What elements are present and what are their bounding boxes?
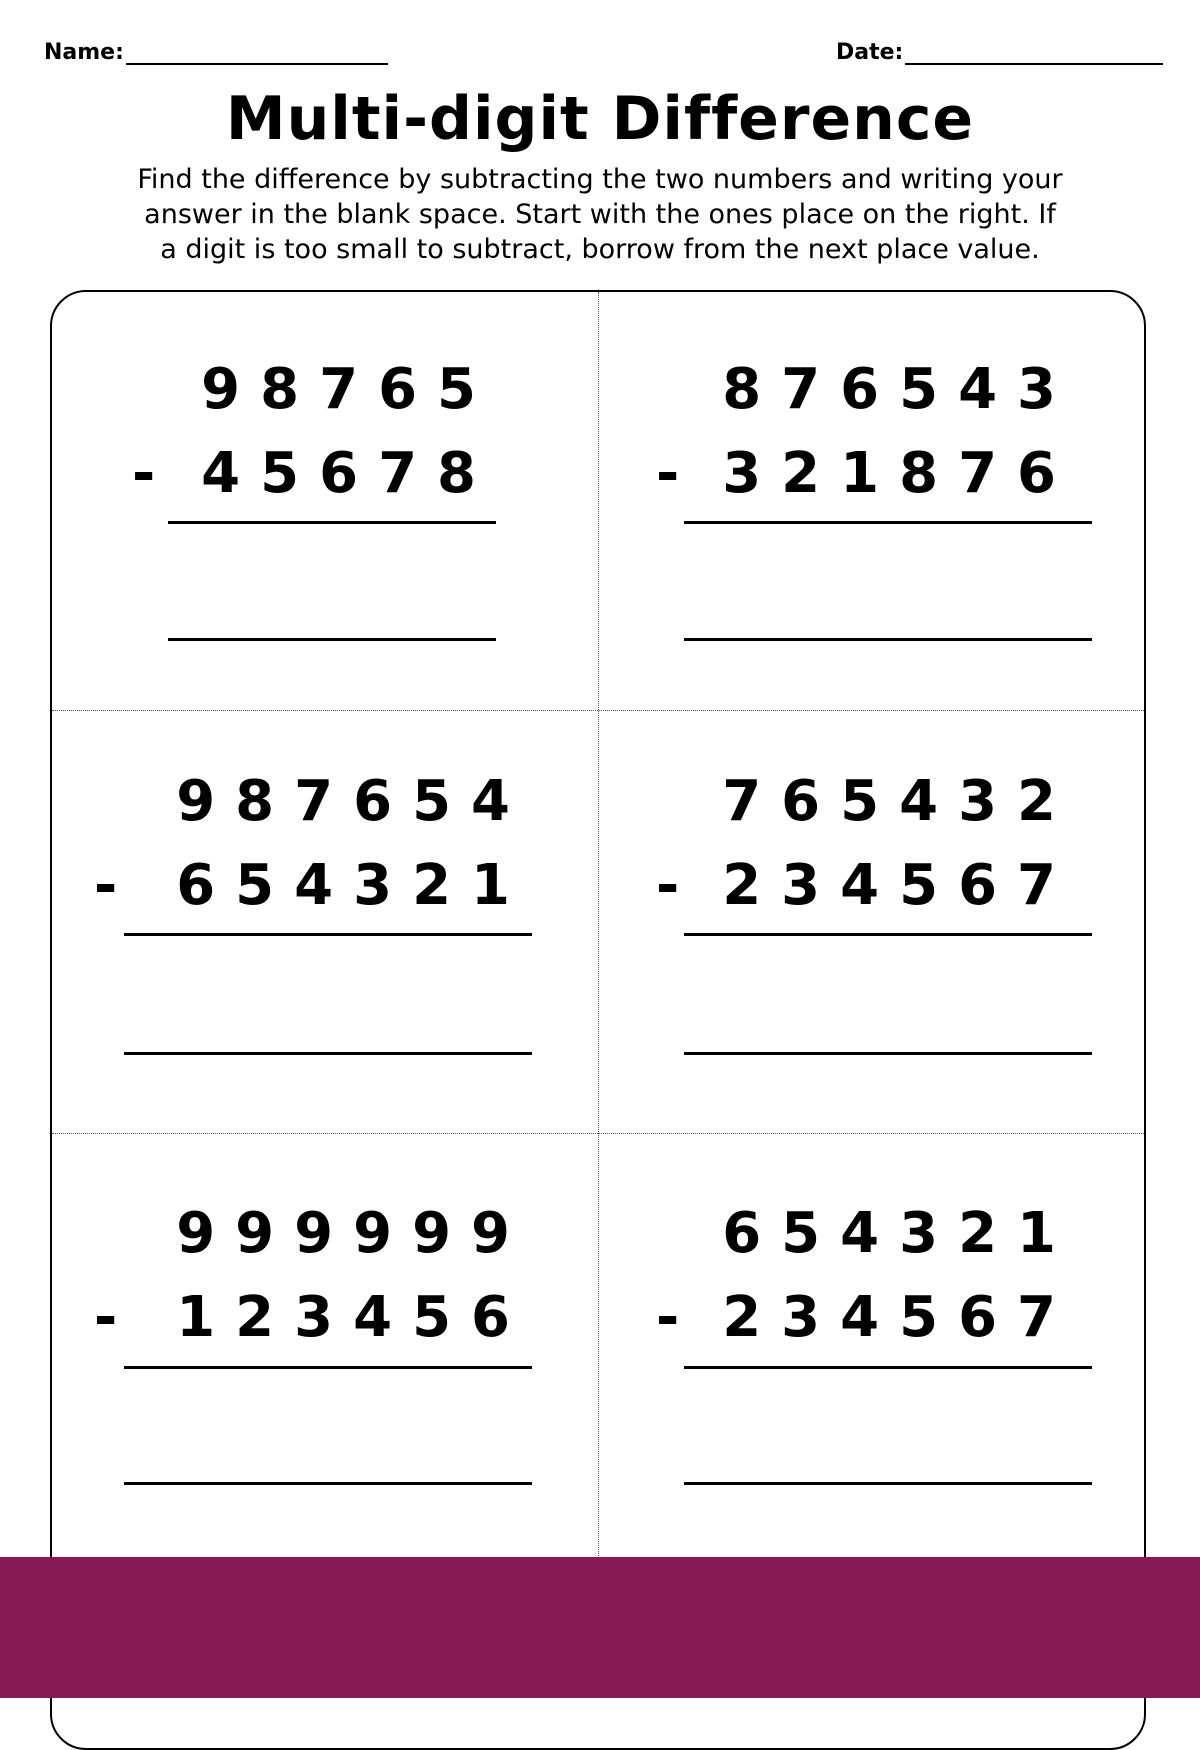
instructions-line: Find the difference by subtracting the two numbers and writing your (137, 164, 1063, 195)
subtrahend: 321876 (722, 441, 1076, 506)
sum-line (124, 933, 532, 936)
minuend: 987654 (176, 769, 530, 834)
answer-line[interactable] (684, 1052, 1092, 1055)
instructions-line: a digit is too small to subtract, borrow from the next place value. (160, 234, 1040, 265)
subtrahend: 654321 (176, 853, 530, 918)
answer-line[interactable] (168, 638, 496, 641)
sum-line (684, 521, 1092, 524)
row-divider (52, 1133, 1144, 1134)
name-label: Name: (44, 40, 124, 65)
answer-line[interactable] (124, 1482, 532, 1485)
sum-line (684, 1366, 1092, 1369)
date-input-line[interactable] (905, 41, 1163, 65)
row-divider (52, 710, 1144, 711)
minus-sign: - (656, 441, 680, 506)
minus-sign: - (656, 1285, 680, 1350)
answer-line[interactable] (684, 1482, 1092, 1485)
minus-sign: - (132, 441, 156, 506)
instructions-line: answer in the blank space. Start with the ones place on the right. If (144, 199, 1056, 230)
minus-sign: - (94, 1285, 118, 1350)
worksheet-title: Multi-digit Difference (225, 84, 975, 154)
minuend: 876543 (722, 357, 1076, 422)
subtrahend: 45678 (201, 441, 496, 506)
answer-line[interactable] (684, 638, 1092, 641)
minuend: 765432 (722, 769, 1076, 834)
subtrahend: 123456 (176, 1285, 530, 1350)
answer-line[interactable] (124, 1052, 532, 1055)
sum-line (124, 1366, 532, 1369)
name-input-line[interactable] (126, 41, 388, 65)
instructions (100, 162, 1100, 267)
date-label: Date: (836, 40, 904, 65)
column-divider (598, 292, 599, 1558)
subtrahend: 234567 (722, 853, 1076, 918)
sum-line (684, 933, 1092, 936)
name-field[interactable] (44, 40, 388, 65)
minus-sign: - (656, 853, 680, 918)
minuend: 654321 (722, 1201, 1076, 1266)
date-field[interactable] (836, 40, 1163, 65)
subtrahend: 234567 (722, 1285, 1076, 1350)
minus-sign: - (94, 853, 118, 918)
minuend: 999999 (176, 1201, 530, 1266)
minuend: 98765 (201, 357, 496, 422)
footer-band (0, 1557, 1200, 1698)
sum-line (168, 521, 496, 524)
